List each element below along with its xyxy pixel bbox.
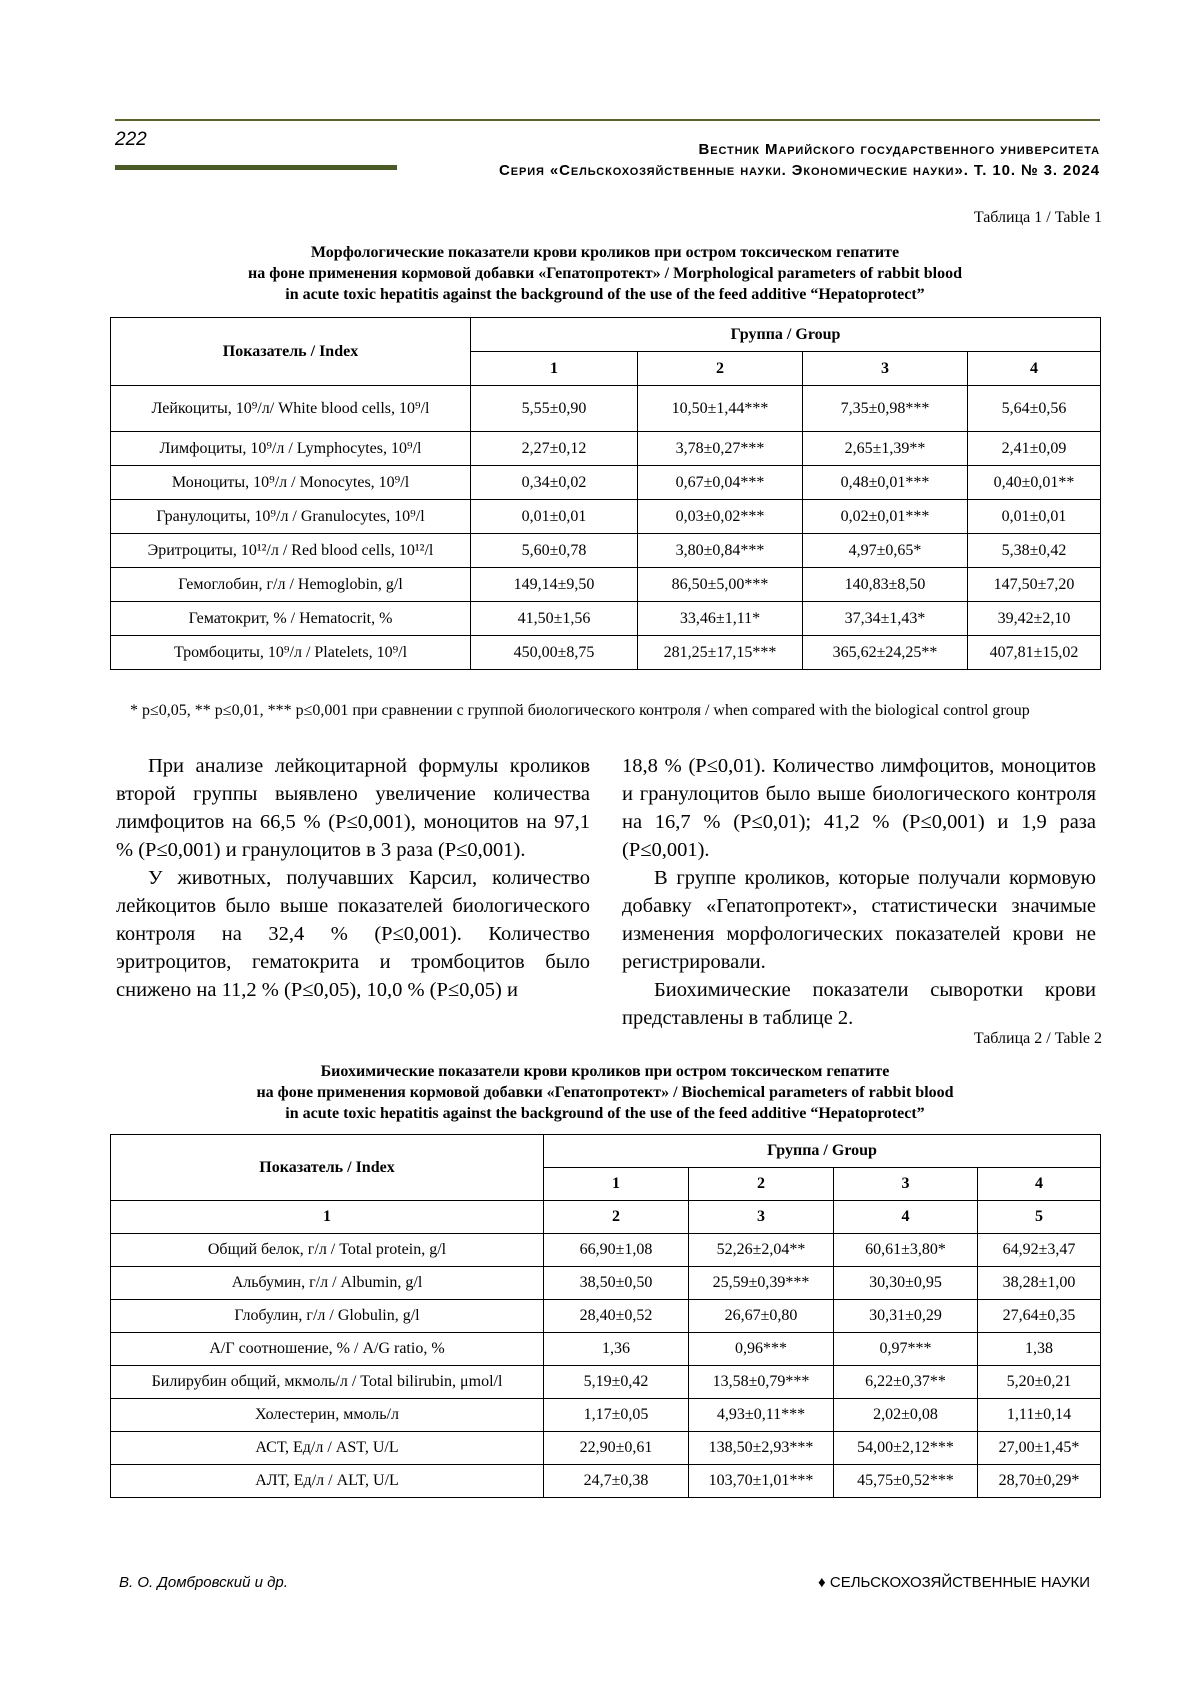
text-column-left xyxy=(116,752,590,1004)
row-index-label: Билирубин общий, мкмоль/л / Total bilirubin, μmol/l xyxy=(111,1366,544,1399)
value-cell: 0,01±0,01 xyxy=(968,500,1101,534)
row-index-label: Тромбоциты, 10⁹/л / Platelets, 10⁹/l xyxy=(111,636,471,670)
table-row xyxy=(111,1333,1101,1366)
value-cell: 41,50±1,56 xyxy=(471,602,638,636)
value-cell: 147,50±7,20 xyxy=(968,568,1101,602)
text-column-right xyxy=(622,752,1096,1032)
table1-title-line: in acute toxic hepatitis against the background of the use of the feed additive “Hepatoprotect” xyxy=(285,286,925,303)
table2-column-number: 5 xyxy=(978,1201,1101,1234)
value-cell: 26,67±0,80 xyxy=(689,1300,834,1333)
value-cell: 38,28±1,00 xyxy=(978,1267,1101,1300)
header-bar xyxy=(115,165,397,170)
table2-title-line: Биохимические показатели крови кроликов при остром токсическом гепатите xyxy=(320,1063,890,1080)
value-cell: 0,01±0,01 xyxy=(471,500,638,534)
journal-series: Серия «Сельскохозяйственные науки. Экономические науки». Т. 10. № 3. 2024 xyxy=(499,162,1100,179)
table2-title-line: на фоне применения кормовой добавки «Гепатопротект» / Biochemical parameters of rabbit blood xyxy=(256,1084,954,1101)
value-cell: 1,38 xyxy=(978,1333,1101,1366)
table-row xyxy=(111,1267,1101,1300)
value-cell: 7,35±0,98*** xyxy=(803,386,968,432)
table1-group-number: 1 xyxy=(471,352,638,386)
value-cell: 4,97±0,65* xyxy=(803,534,968,568)
value-cell: 5,20±0,21 xyxy=(978,1366,1101,1399)
value-cell: 38,50±0,50 xyxy=(544,1267,689,1300)
value-cell: 281,25±17,15*** xyxy=(638,636,803,670)
table2-column-number: 3 xyxy=(689,1201,834,1234)
value-cell: 30,31±0,29 xyxy=(834,1300,978,1333)
table1-group-header: Группа / Group xyxy=(471,318,1101,352)
table2-group-number: 2 xyxy=(689,1168,834,1201)
row-index-label: Гемоглобин, г/л / Hemoglobin, g/l xyxy=(111,568,471,602)
table1-title-line: Морфологические показатели крови кроликов при остром токсическом гепатите xyxy=(310,244,900,261)
journal-title: Вестник Марийского государственного университета xyxy=(698,141,1100,158)
table2 xyxy=(110,1134,1101,1498)
value-cell: 103,70±1,01*** xyxy=(689,1465,834,1498)
table2-column-number: 4 xyxy=(834,1201,978,1234)
value-cell: 86,50±5,00*** xyxy=(638,568,803,602)
value-cell: 27,64±0,35 xyxy=(978,1300,1101,1333)
table2-group-number: 4 xyxy=(978,1168,1101,1201)
row-index-label: Лимфоциты, 10⁹/л / Lymphocytes, 10⁹/l xyxy=(111,432,471,466)
value-cell: 60,61±3,80* xyxy=(834,1234,978,1267)
table-row xyxy=(111,1432,1101,1465)
row-index-label: Лейкоциты, 10⁹/л/ White blood cells, 10⁹/l xyxy=(111,386,471,432)
row-index-label: Гранулоциты, 10⁹/л / Granulocytes, 10⁹/l xyxy=(111,500,471,534)
table2-group-number: 3 xyxy=(834,1168,978,1201)
value-cell: 365,62±24,25** xyxy=(803,636,968,670)
value-cell: 5,64±0,56 xyxy=(968,386,1101,432)
value-cell: 45,75±0,52*** xyxy=(834,1465,978,1498)
value-cell: 1,11±0,14 xyxy=(978,1399,1101,1432)
value-cell: 5,38±0,42 xyxy=(968,534,1101,568)
table-row xyxy=(111,432,1101,466)
paragraph: При анализе лейкоцитарной формулы кроликов второй группы выявлено увеличение количества лимфоцитов на 66,5 % (P≤0,001), моноцитов на 97,1 % (P≤0,001) и гранулоцитов в 3 раза (P≤0,001). xyxy=(116,755,590,861)
table-row xyxy=(111,602,1101,636)
value-cell: 22,90±0,61 xyxy=(544,1432,689,1465)
table2-column-number: 2 xyxy=(544,1201,689,1234)
table1-title xyxy=(110,242,1100,305)
value-cell: 140,83±8,50 xyxy=(803,568,968,602)
table-row xyxy=(111,500,1101,534)
row-index-label: Глобулин, г/л / Globulin, g/l xyxy=(111,1300,544,1333)
header-rule xyxy=(115,119,1100,121)
table-row xyxy=(111,636,1101,670)
value-cell: 30,30±0,95 xyxy=(834,1267,978,1300)
value-cell: 2,27±0,12 xyxy=(471,432,638,466)
value-cell: 4,93±0,11*** xyxy=(689,1399,834,1432)
journal-header xyxy=(499,139,1100,181)
table2-body xyxy=(111,1234,1101,1498)
value-cell: 37,34±1,43* xyxy=(803,602,968,636)
table2-group-header: Группа / Group xyxy=(544,1135,1101,1168)
table-row xyxy=(111,568,1101,602)
table1-group-number: 2 xyxy=(638,352,803,386)
table2-index-header: Показатель / Index xyxy=(111,1135,544,1201)
paragraph: У животных, получавших Карсил, количество лейкоцитов было выше показателей биологического контроля на 32,4 % (P≤0,001). Количество эритроцитов, гематокрита и тромбоцитов было снижено на 11,2 % (P≤0,05), 10,0 % (P≤0,05) и xyxy=(116,867,590,1001)
table2-title-line: in acute toxic hepatitis against the background of the use of the feed additive “Hepatoprotect” xyxy=(285,1105,925,1122)
value-cell: 2,02±0,08 xyxy=(834,1399,978,1432)
paragraph: В группе кроликов, которые получали кормовую добавку «Гепатопротект», статистически значимые изменения морфологических показателей крови не регистрировали. xyxy=(622,867,1096,973)
value-cell: 0,48±0,01*** xyxy=(803,466,968,500)
value-cell: 2,41±0,09 xyxy=(968,432,1101,466)
value-cell: 0,97*** xyxy=(834,1333,978,1366)
value-cell: 0,02±0,01*** xyxy=(803,500,968,534)
value-cell: 54,00±2,12*** xyxy=(834,1432,978,1465)
value-cell: 3,78±0,27*** xyxy=(638,432,803,466)
table2-column-number: 1 xyxy=(111,1201,544,1234)
value-cell: 5,55±0,90 xyxy=(471,386,638,432)
page-number: 222 xyxy=(115,129,147,150)
row-index-label: АЛТ, Ед/л / ALT, U/L xyxy=(111,1465,544,1498)
table1-index-header: Показатель / Index xyxy=(111,318,471,386)
table1-group-number: 4 xyxy=(968,352,1101,386)
value-cell: 10,50±1,44*** xyxy=(638,386,803,432)
row-index-label: Эритроциты, 10¹²/л / Red blood cells, 10¹²/l xyxy=(111,534,471,568)
row-index-label: Гематокрит, % / Hematocrit, % xyxy=(111,602,471,636)
footer-section: ♦ СЕЛЬСКОХОЗЯЙСТВЕННЫЕ НАУКИ xyxy=(818,1574,1090,1591)
value-cell: 3,80±0,84*** xyxy=(638,534,803,568)
value-cell: 0,40±0,01** xyxy=(968,466,1101,500)
row-index-label: Общий белок, г/л / Total protein, g/l xyxy=(111,1234,544,1267)
table1-footnote: * p≤0,05, ** p≤0,01, *** p≤0,001 при сравнении с группой биологического контроля / when compared with the biological control group xyxy=(130,702,1030,719)
paragraph: Биохимические показатели сыворотки крови представлены в таблице 2. xyxy=(622,979,1096,1029)
value-cell: 5,60±0,78 xyxy=(471,534,638,568)
table1-title-line: на фоне применения кормовой добавки «Гепатопротект» / Morphological parameters of rabbit blood xyxy=(247,265,962,282)
value-cell: 39,42±2,10 xyxy=(968,602,1101,636)
value-cell: 27,00±1,45* xyxy=(978,1432,1101,1465)
value-cell: 0,34±0,02 xyxy=(471,466,638,500)
value-cell: 13,58±0,79*** xyxy=(689,1366,834,1399)
value-cell: 28,40±0,52 xyxy=(544,1300,689,1333)
value-cell: 1,17±0,05 xyxy=(544,1399,689,1432)
value-cell: 0,67±0,04*** xyxy=(638,466,803,500)
table1-group-number: 3 xyxy=(803,352,968,386)
value-cell: 33,46±1,11* xyxy=(638,602,803,636)
table2-group-number: 1 xyxy=(544,1168,689,1201)
value-cell: 450,00±8,75 xyxy=(471,636,638,670)
value-cell: 0,96*** xyxy=(689,1333,834,1366)
paragraph: 18,8 % (P≤0,01). Количество лимфоцитов, моноцитов и гранулоцитов было выше биологического контроля на 16,7 % (P≤0,01); 41,2 % (P≤0,001) и 1,9 раза (P≤0,001). xyxy=(622,755,1096,861)
table-row xyxy=(111,1465,1101,1498)
row-index-label: АСТ, Ед/л / AST, U/L xyxy=(111,1432,544,1465)
row-index-label: Холестерин, ммоль/л xyxy=(111,1399,544,1432)
value-cell: 24,7±0,38 xyxy=(544,1465,689,1498)
row-index-label: Альбумин, г/л / Albumin, g/l xyxy=(111,1267,544,1300)
table-row xyxy=(111,1300,1101,1333)
table-row xyxy=(111,534,1101,568)
table-row xyxy=(111,1234,1101,1267)
value-cell: 1,36 xyxy=(544,1333,689,1366)
value-cell: 149,14±9,50 xyxy=(471,568,638,602)
value-cell: 66,90±1,08 xyxy=(544,1234,689,1267)
table1-body xyxy=(111,386,1101,670)
table-row xyxy=(111,1366,1101,1399)
value-cell: 25,59±0,39*** xyxy=(689,1267,834,1300)
table2-title xyxy=(110,1061,1100,1124)
footer-authors: В. О. Домбровский и др. xyxy=(119,1574,288,1591)
value-cell: 0,03±0,02*** xyxy=(638,500,803,534)
table2-label: Таблица 2 / Table 2 xyxy=(973,1030,1102,1047)
value-cell: 407,81±15,02 xyxy=(968,636,1101,670)
value-cell: 28,70±0,29* xyxy=(978,1465,1101,1498)
table1-label: Таблица 1 / Table 1 xyxy=(973,209,1102,226)
row-index-label: Моноциты, 10⁹/л / Monocytes, 10⁹/l xyxy=(111,466,471,500)
value-cell: 52,26±2,04** xyxy=(689,1234,834,1267)
value-cell: 5,19±0,42 xyxy=(544,1366,689,1399)
value-cell: 138,50±2,93*** xyxy=(689,1432,834,1465)
table1 xyxy=(110,317,1101,670)
row-index-label: А/Г соотношение, % / A/G ratio, % xyxy=(111,1333,544,1366)
value-cell: 2,65±1,39** xyxy=(803,432,968,466)
value-cell: 64,92±3,47 xyxy=(978,1234,1101,1267)
table-row xyxy=(111,386,1101,432)
table-row xyxy=(111,466,1101,500)
table-row xyxy=(111,1399,1101,1432)
value-cell: 6,22±0,37** xyxy=(834,1366,978,1399)
